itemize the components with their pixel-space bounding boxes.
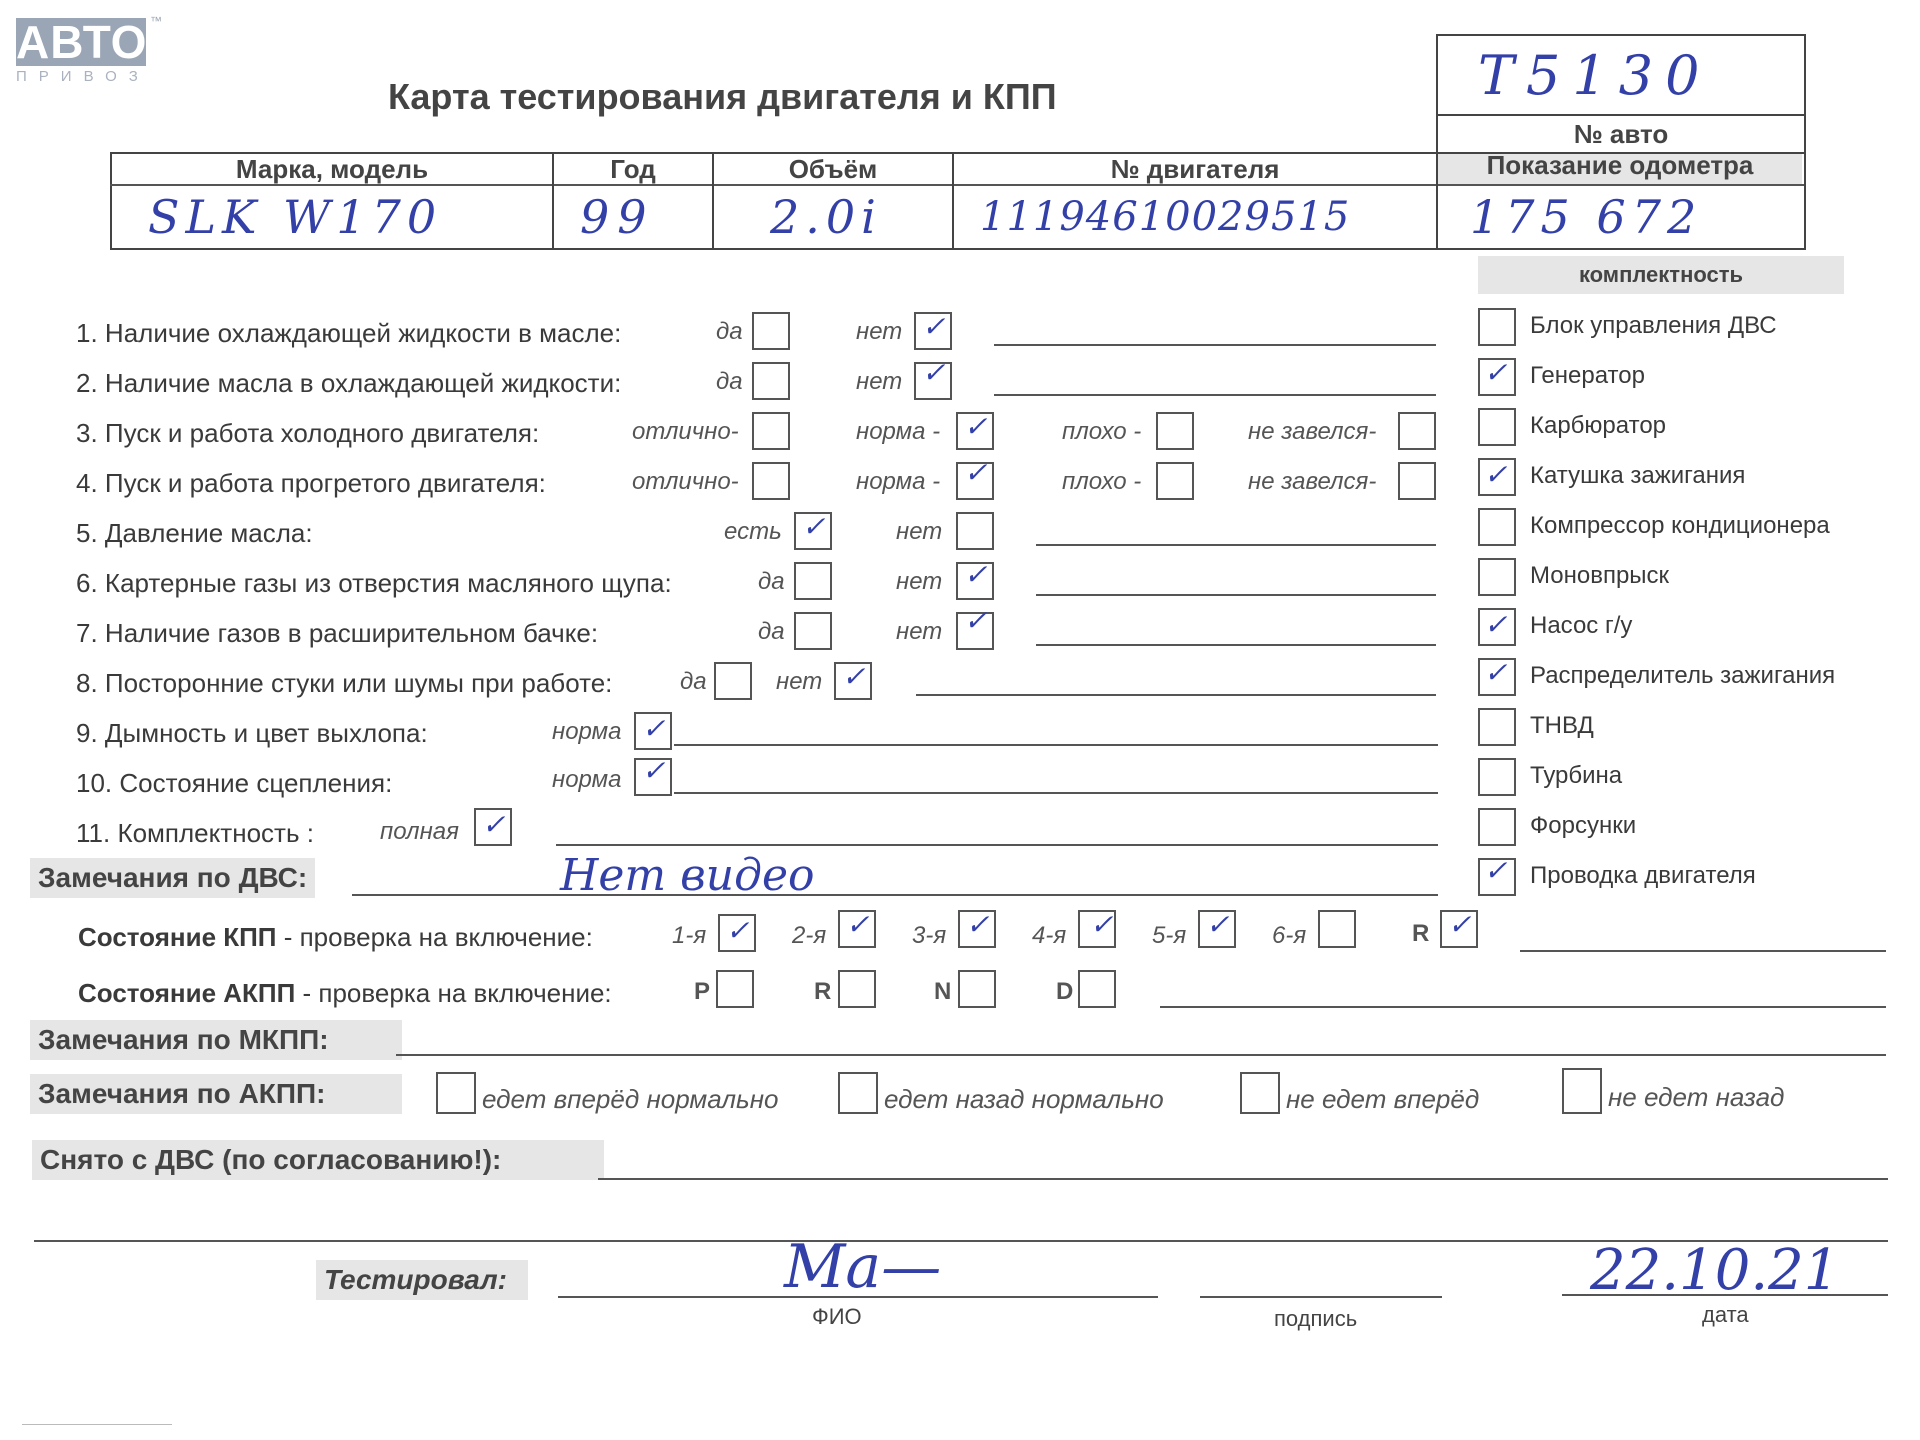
checkbox-gear-2[interactable]: [838, 910, 876, 948]
notes-line: [916, 694, 1436, 696]
completeness-item: ТНВД: [1530, 712, 1594, 739]
option-no: нет: [856, 368, 903, 395]
gear-label: R: [1412, 920, 1430, 947]
checkbox-q9-normal[interactable]: [634, 712, 672, 750]
header-volume: Объём: [788, 154, 878, 184]
question-number: 11.: [76, 818, 111, 848]
question-text: Пуск и работа прогретого двигателя:: [104, 468, 546, 498]
akpp-option: едет назад нормально: [884, 1084, 1164, 1114]
completeness-title: комплектность: [1478, 256, 1844, 294]
checkbox-fuel-pump[interactable]: [1478, 708, 1516, 746]
akpp-mode-label: N: [934, 978, 952, 1005]
question-4: [76, 468, 546, 499]
check-mark: ✓: [1484, 854, 1508, 887]
option-no: нет: [776, 668, 823, 695]
date-line[interactable]: [1562, 1294, 1888, 1296]
auto-number-label-cell: [1436, 114, 1806, 152]
question-text: Комплектность :: [117, 818, 314, 848]
checkbox-q5-no[interactable]: [956, 512, 994, 550]
question-9: [76, 718, 428, 749]
check-mark: ✓: [964, 604, 988, 637]
checkbox-q3-normal[interactable]: [956, 412, 994, 450]
notes-line: [556, 844, 1438, 846]
check-mark: ✓: [1484, 608, 1508, 641]
checkbox-q3-not-started[interactable]: [1398, 412, 1436, 450]
logo: [16, 18, 146, 66]
checkbox-q4-bad[interactable]: [1156, 462, 1194, 500]
checkbox-power-steering-pump[interactable]: [1478, 608, 1516, 646]
date-value: 22.10.21: [1590, 1238, 1840, 1303]
check-mark: ✓: [964, 410, 988, 443]
checkbox-ecu[interactable]: [1478, 308, 1516, 346]
question-3: [76, 418, 539, 449]
question-text: Пуск и работа холодного двигателя:: [104, 418, 540, 448]
checkbox-q8-yes[interactable]: [714, 662, 752, 700]
engine-remarks-line[interactable]: [352, 894, 1438, 896]
value-volume: 2.0i: [770, 190, 882, 244]
logo-text: АВТО: [16, 16, 148, 68]
checkbox-q4-normal[interactable]: [956, 456, 994, 500]
option-full: полная: [380, 818, 459, 845]
auto-number-label: № авто: [1573, 119, 1669, 149]
question-10: [76, 768, 392, 799]
notes-line: [994, 394, 1436, 396]
option-present: есть: [724, 518, 782, 545]
check-mark: ✓: [1206, 908, 1230, 941]
checkbox-injectors[interactable]: [1478, 808, 1516, 846]
akpp-option: едет вперёд нормально: [482, 1084, 779, 1114]
checkbox-q8-no[interactable]: [834, 662, 872, 700]
checkbox-q2-no[interactable]: [914, 356, 952, 400]
value-model: SLK W170: [148, 190, 443, 244]
akpp-label: [78, 978, 612, 1009]
question-text: Наличие масла в охлаждающей жидкости:: [104, 368, 622, 398]
gear-label: 2-я: [792, 922, 827, 949]
check-mark: ✓: [1484, 656, 1508, 689]
option-not-started: не завелся-: [1248, 468, 1377, 495]
gear-label: 1-я: [672, 922, 707, 949]
option-yes: да: [716, 368, 743, 395]
engine-remarks-value: Нет видео: [560, 850, 815, 901]
signature-caption: подпись: [1274, 1306, 1358, 1331]
header-model: Марка, модель: [235, 154, 429, 184]
question-number: 1.: [76, 318, 98, 348]
check-mark: ✓: [1484, 356, 1508, 389]
option-no: нет: [896, 568, 943, 595]
question-number: 7.: [76, 618, 98, 648]
signature-fio: Ма—: [784, 1232, 942, 1302]
question-text: Состояние сцепления:: [119, 768, 393, 798]
checkbox-q4-not-started[interactable]: [1398, 462, 1436, 500]
check-mark: ✓: [966, 908, 990, 941]
question-text: Наличие газов в расширительном бачке:: [104, 618, 599, 648]
header-year: Год: [610, 154, 656, 184]
option-yes: да: [680, 668, 707, 695]
option-yes: да: [758, 568, 785, 595]
option-no: нет: [856, 318, 903, 345]
option-excellent: отлично-: [632, 468, 739, 495]
checkbox-gear-reverse[interactable]: [1440, 910, 1478, 948]
completeness-item: Распределитель зажигания: [1530, 662, 1836, 689]
option-normal: норма -: [856, 468, 941, 495]
completeness-item: Насос г/у: [1530, 612, 1633, 639]
gear-label: 5-я: [1152, 922, 1187, 949]
logo-trademark: ™: [150, 14, 162, 28]
value-odometer: 175 672: [1470, 190, 1703, 244]
akpp-mode-label: P: [694, 978, 711, 1005]
checkbox-q7-no[interactable]: [956, 604, 994, 650]
checkbox-drives-back[interactable]: [838, 1072, 878, 1114]
engine-remarks-label: Замечания по ДВС:: [30, 858, 315, 898]
removed-line[interactable]: [598, 1178, 1888, 1180]
checkbox-gear-5[interactable]: [1198, 910, 1236, 948]
gear-label: 3-я: [912, 922, 947, 949]
check-mark: ✓: [642, 754, 666, 787]
question-number: 10.: [76, 768, 113, 798]
question-11: [76, 818, 314, 849]
checkbox-q6-yes[interactable]: [794, 562, 832, 600]
completeness-item: Форсунки: [1530, 812, 1637, 839]
check-mark: ✓: [842, 660, 866, 693]
checkbox-akpp-p[interactable]: [716, 970, 754, 1008]
mkpp-remarks-line[interactable]: [396, 1054, 1886, 1056]
question-1: [76, 318, 621, 349]
checkbox-gear-6[interactable]: [1318, 910, 1356, 948]
question-6: [76, 568, 672, 599]
auto-number-value: T5130: [1478, 44, 1712, 107]
value-year: 99: [580, 190, 655, 244]
gear-label: 6-я: [1272, 922, 1307, 949]
checkbox-q11-full[interactable]: [474, 808, 512, 846]
option-bad: плохо -: [1062, 418, 1142, 445]
kpp-label-rest: - проверка на включение:: [276, 922, 593, 952]
value-engine-number: 11194610029515: [980, 194, 1351, 240]
option-normal: норма -: [856, 418, 941, 445]
notes-line: [1036, 544, 1436, 546]
option-yes: да: [758, 618, 785, 645]
removed-label: Снято с ДВС (по согласованию!):: [32, 1140, 604, 1180]
check-mark: ✓: [482, 808, 506, 841]
page-edge-line: [22, 1424, 172, 1425]
question-7: [76, 618, 598, 649]
checkbox-carburetor[interactable]: [1478, 408, 1516, 446]
question-number: 3.: [76, 418, 98, 448]
question-text: Посторонние стуки или шумы при работе:: [104, 668, 613, 698]
question-2: [76, 368, 621, 399]
checkbox-q2-yes[interactable]: [752, 362, 790, 400]
checkbox-engine-wiring[interactable]: [1478, 854, 1516, 896]
notes-line: [1036, 594, 1436, 596]
checkbox-q3-bad[interactable]: [1156, 412, 1194, 450]
checkbox-q7-yes[interactable]: [794, 612, 832, 650]
question-number: 8.: [76, 668, 98, 698]
header-engine-number: № двигателя: [1110, 154, 1280, 184]
option-excellent: отлично-: [632, 418, 739, 445]
checkbox-distributor[interactable]: [1478, 658, 1516, 696]
fio-line[interactable]: [558, 1296, 1158, 1298]
checkbox-not-back[interactable]: [1562, 1068, 1602, 1114]
question-number: 9.: [76, 718, 98, 748]
akpp-remarks-label: Замечания по АКПП:: [30, 1074, 402, 1114]
option-normal: норма: [552, 718, 622, 745]
checkbox-q4-excellent[interactable]: [752, 462, 790, 500]
checkbox-not-forward[interactable]: [1240, 1072, 1280, 1114]
akpp-option: не едет вперёд: [1286, 1084, 1480, 1114]
checkbox-akpp-d[interactable]: [1078, 970, 1116, 1008]
completeness-item: Генератор: [1530, 362, 1645, 389]
question-text: Наличие охлаждающей жидкости в масле:: [104, 318, 622, 348]
option-no: нет: [896, 618, 943, 645]
signature-line[interactable]: [1200, 1296, 1442, 1298]
question-number: 5.: [76, 518, 98, 548]
check-mark: ✓: [802, 510, 826, 543]
check-mark: ✓: [964, 558, 988, 591]
logo-subtitle: ПРИВОЗ: [16, 68, 150, 85]
checkbox-akpp-r[interactable]: [838, 970, 876, 1008]
akpp-label-bold: Состояние АКПП: [78, 978, 296, 1008]
question-number: 6.: [76, 568, 98, 598]
option-yes: да: [716, 318, 743, 345]
checkbox-gear-3[interactable]: [958, 910, 996, 948]
check-mark: ✓: [922, 356, 946, 389]
checkbox-akpp-n[interactable]: [958, 970, 996, 1008]
notes-line: [674, 744, 1438, 746]
checkbox-q6-no[interactable]: [956, 558, 994, 600]
option-normal: норма: [552, 766, 622, 793]
checkbox-gear-1[interactable]: [718, 914, 756, 952]
checkbox-drives-forward[interactable]: [436, 1072, 476, 1114]
question-text: Картерные газы из отверстия масляного щупа:: [104, 568, 672, 598]
akpp-mode-label: D: [1056, 978, 1074, 1005]
akpp-option: не едет назад: [1608, 1082, 1785, 1112]
notes-line: [674, 792, 1438, 794]
completeness-item: Карбюратор: [1530, 412, 1667, 439]
completeness-item: Моновпрыск: [1530, 562, 1670, 589]
completeness-item: Турбина: [1530, 762, 1623, 789]
checkbox-q5-present[interactable]: [794, 512, 832, 550]
question-number: 2.: [76, 368, 98, 398]
checkbox-gear-4[interactable]: [1078, 910, 1116, 948]
completeness-item: Катушка зажигания: [1530, 462, 1746, 489]
check-mark: ✓: [1484, 458, 1508, 491]
form-title: Карта тестирования двигателя и КПП: [388, 76, 1057, 117]
check-mark: ✓: [1448, 908, 1472, 941]
date-caption: дата: [1702, 1302, 1749, 1327]
akpp-notes-line: [1160, 1006, 1886, 1008]
auto-number-box: [1436, 34, 1806, 118]
check-mark: ✓: [964, 456, 988, 489]
akpp-label-rest: - проверка на включение:: [295, 978, 612, 1008]
checkbox-q3-excellent[interactable]: [752, 412, 790, 450]
completeness-item: Компрессор кондиционера: [1530, 512, 1830, 539]
checkbox-mono-injection[interactable]: [1478, 558, 1516, 596]
notes-line: [994, 344, 1436, 346]
gear-label: 4-я: [1032, 922, 1067, 949]
completeness-item: Проводка двигателя: [1530, 862, 1756, 889]
checkbox-q1-yes[interactable]: [752, 312, 790, 350]
question-number: 4.: [76, 468, 98, 498]
checkbox-q10-normal[interactable]: [634, 754, 672, 796]
check-mark: ✓: [846, 908, 870, 941]
mkpp-remarks-label: Замечания по МКПП:: [30, 1020, 402, 1060]
option-bad: плохо -: [1062, 468, 1142, 495]
checkbox-q1-no[interactable]: [914, 312, 952, 350]
check-mark: ✓: [726, 914, 750, 947]
tested-label: Тестировал:: [316, 1260, 528, 1300]
checkbox-ac-compressor[interactable]: [1478, 508, 1516, 546]
header-odometer: Показание одометра: [1486, 150, 1754, 180]
completeness-item: Блок управления ДВС: [1530, 312, 1777, 339]
question-5: [76, 518, 313, 549]
kpp-notes-line: [1520, 950, 1886, 952]
checkbox-ignition-coil[interactable]: [1478, 458, 1516, 496]
check-mark: ✓: [922, 310, 946, 343]
question-text: Дымность и цвет выхлопа:: [104, 718, 428, 748]
akpp-mode-label: R: [814, 978, 832, 1005]
notes-line: [1036, 644, 1436, 646]
checkbox-generator[interactable]: [1478, 358, 1516, 396]
kpp-label: [78, 922, 593, 953]
checkbox-turbo[interactable]: [1478, 758, 1516, 796]
fio-caption: ФИО: [812, 1304, 862, 1329]
option-no: нет: [896, 518, 943, 545]
kpp-label-bold: Состояние КПП: [78, 922, 277, 952]
option-not-started: не завелся-: [1248, 418, 1377, 445]
question-8: [76, 668, 612, 699]
question-text: Давление масла:: [104, 518, 313, 548]
check-mark: ✓: [1090, 908, 1114, 941]
check-mark: ✓: [642, 712, 666, 745]
